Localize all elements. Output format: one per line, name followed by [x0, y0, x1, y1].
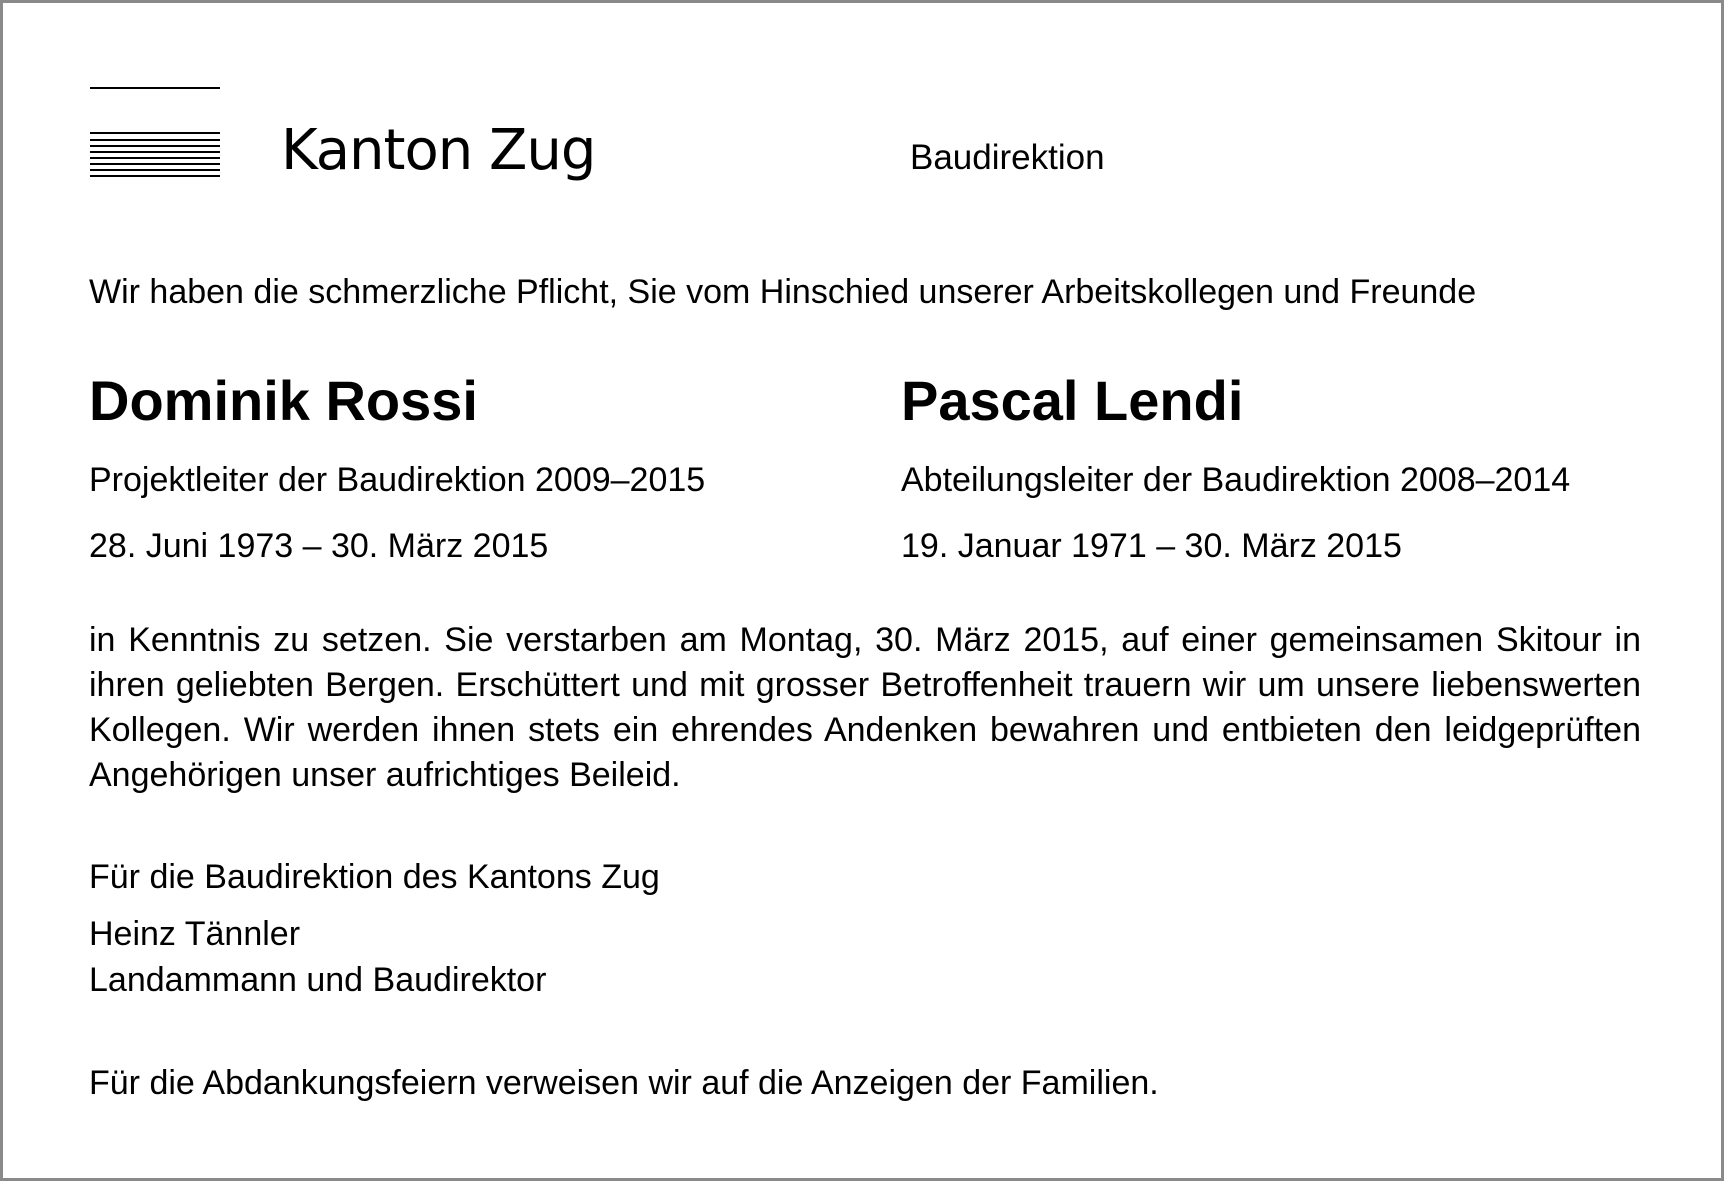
person-dates: 19. Januar 1971 – 30. März 2015 — [901, 527, 1402, 565]
canton-logo-icon — [90, 87, 220, 179]
person-role: Projektleiter der Baudirektion 2009–2015 — [89, 461, 706, 499]
closing-text: Für die Abdankungsfeiern verweisen wir auf die Anzeigen der Familien. — [89, 1064, 1159, 1102]
person-name: Dominik Rossi — [89, 369, 478, 432]
person-block-right — [901, 369, 1571, 565]
person-name: Pascal Lendi — [901, 369, 1244, 432]
signer-title: Landammann und Baudirektor — [89, 961, 547, 999]
body-text: in Kenntnis zu setzen. Sie verstarben am Montag, 30. März 2015, auf einer gemeinsamen Skitour in ihren geliebten Bergen. Erschüttert und mit grosser Betroffenheit trauern wir um unsere liebenswerten Kollegen. Wir werden ihnen stets ein ehrendes Andenken bewahren und entbieten den leidgeprüften Angehörigen unser aufrichtiges Beileid. — [89, 621, 1641, 794]
organization-name: Kanton Zug — [281, 118, 596, 183]
person-block-left — [89, 369, 706, 565]
department-name: Baudirektion — [910, 138, 1105, 177]
intro-text: Wir haben die schmerzliche Pflicht, Sie vom Hinschied unserer Arbeitskollegen und Freunde — [89, 273, 1477, 311]
signer-name: Heinz Tännler — [89, 915, 301, 953]
person-role: Abteilungsleiter der Baudirektion 2008–2014 — [901, 461, 1571, 499]
person-dates: 28. Juni 1973 – 30. März 2015 — [89, 527, 549, 565]
signoff-organization: Für die Baudirektion des Kantons Zug — [89, 858, 660, 896]
